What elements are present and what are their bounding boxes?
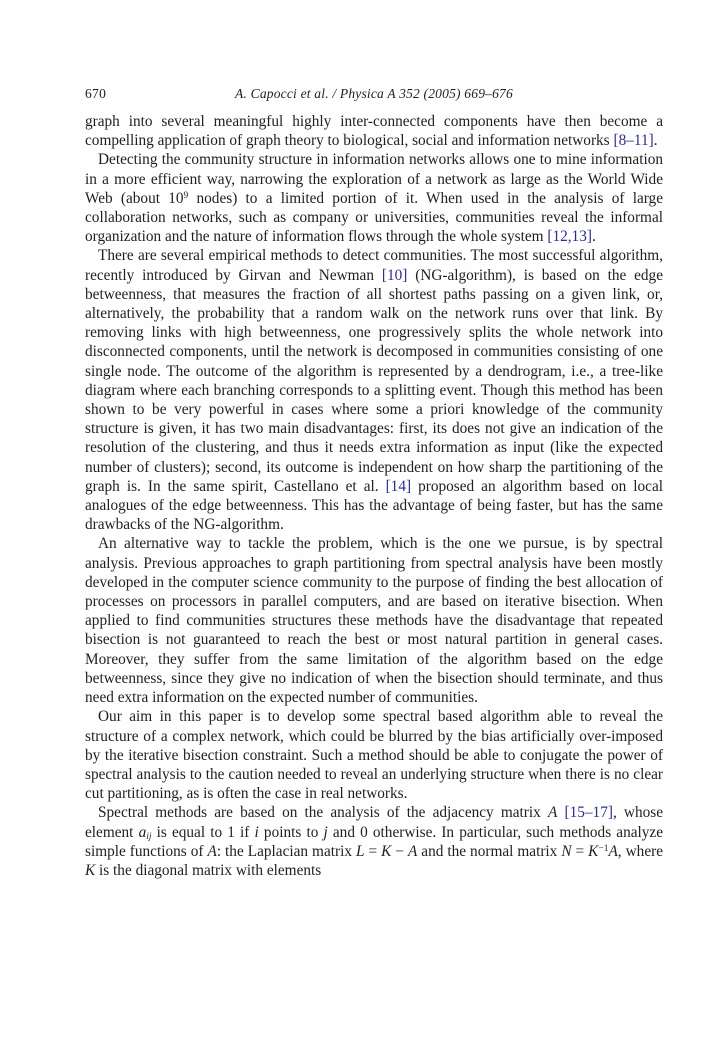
text-segment: Detecting the community structure in information networks allows one to mine information in a more efficient way, narrowing the exploration of a network as large as the World Wide Web (about 10 bbox=[85, 151, 663, 207]
text-segment: A bbox=[547, 804, 558, 822]
running-title: A. Capocci et al. / Physica A 352 (2005) 669–676 bbox=[235, 86, 513, 101]
paragraph-6 bbox=[85, 803, 663, 880]
text-segment: K bbox=[588, 842, 599, 860]
text-segment: proposed an algorithm based on local analogues of the edge betweenness. This has the advantage of being faster, but has the same drawbacks of the NG-algorithm. bbox=[85, 477, 663, 534]
page-header bbox=[85, 86, 663, 102]
text-segment: a bbox=[138, 823, 147, 841]
text-segment: K bbox=[85, 861, 96, 879]
text-segment: i bbox=[254, 823, 259, 841]
text-segment: is equal to 1 if bbox=[151, 823, 255, 841]
text-segment: N bbox=[561, 842, 572, 860]
text-segment: . bbox=[653, 132, 658, 150]
text-segment: graph into several meaningful highly inter-connected components have then become a compelling application of graph theory to biological, social and information networks bbox=[85, 113, 663, 150]
text-segment: and 0 otherwise. In particular, such methods analyze simple functions of bbox=[85, 823, 664, 860]
paragraph-1 bbox=[85, 112, 663, 150]
text-segment: is the diagonal matrix with elements bbox=[95, 861, 322, 879]
citation-link[interactable]: [15–17] bbox=[564, 804, 613, 822]
text-segment: ij bbox=[146, 832, 152, 843]
paragraph-2 bbox=[85, 150, 663, 246]
paragraph-5 bbox=[85, 707, 663, 803]
citation-link[interactable]: [8–11] bbox=[613, 132, 654, 150]
text-segment: There are several empirical methods to detect communities. The most successful algorithm, recently introduced by Girvan and Newman bbox=[85, 247, 663, 284]
text-segment: A bbox=[407, 842, 418, 860]
citation-link[interactable]: [10] bbox=[381, 266, 408, 284]
text-segment: = bbox=[364, 842, 382, 860]
text-segment: . bbox=[591, 228, 596, 246]
text-segment: , whose element bbox=[85, 804, 664, 841]
text-segment: A bbox=[608, 842, 618, 860]
text-segment: , where bbox=[617, 842, 663, 860]
text-segment: nodes) to a limited portion of it. When used in the analysis of large collaboration networks, such as company or universities, communities reveal the informal organization and the nature of information flows through the whole system bbox=[85, 189, 663, 246]
page-number: 670 bbox=[85, 86, 107, 101]
text-segment: points to bbox=[258, 823, 324, 841]
text-segment: An alternative way to tackle the problem, which is the one we pursue, is by spectral analysis. Previous approaches to graph partitioning from spectral analysis have been mostly developed in the computer science community to the purpose of finding the best allocation of processes on processors in parallel computers, and are based on iterative bisection. When applied to find communities structures these methods have the disadvantage that repeated bisection is not guaranteed to reach the best or most natural partition in general cases. Moreover, they suffer from the same limitation of the algorithm based on the edge betweenness, since they give no indication of when the bisection should terminate, and thus need extra information on the expected number of communities. bbox=[85, 535, 663, 707]
text-segment: − bbox=[391, 842, 408, 860]
text-segment: A bbox=[207, 842, 217, 860]
text-segment: (NG-algorithm), is based on the edge betweenness, that measures the fraction of all shortest paths passing on a given link, or, alternatively, the probability that a random walk on the network runs over that link. By removing links with high betweenness, one progressively splits the whole network into disconnected components, until the network is decomposed in communities consisting of one single node. The outcome of the algorithm is represented by a dendrogram, i.e., a tree-like diagram where each branching corresponds to a splitting event. Though this method has been shown to be very powerful in cases where some a priori knowledge of the community structure is given, it has two main disadvantages: first, its does not give an indication of the resolution of the clustering, and thus it needs extra information as input (like the expected number of clusters); second, its outcome is independent on how sharp the partitioning of the graph is. In the same spirit, Castellano et al. bbox=[85, 266, 663, 495]
text-segment: 9 bbox=[183, 190, 189, 201]
paragraph-3 bbox=[85, 246, 663, 534]
text-segment: = bbox=[571, 842, 589, 860]
text-segment bbox=[557, 804, 564, 821]
text-segment: −1 bbox=[598, 843, 609, 854]
citation-link[interactable]: [14] bbox=[385, 477, 412, 495]
text-segment: and the normal matrix bbox=[417, 842, 562, 860]
text-segment: L bbox=[355, 842, 365, 860]
text-segment: Spectral methods are based on the analysis of the adjacency matrix bbox=[98, 804, 548, 822]
citation-link[interactable]: [12,13] bbox=[547, 228, 592, 246]
text-segment: K bbox=[381, 842, 392, 860]
paragraph-4 bbox=[85, 534, 663, 707]
article-body bbox=[85, 112, 663, 880]
text-segment: j bbox=[323, 823, 328, 841]
text-segment: : the Laplacian matrix bbox=[216, 842, 356, 860]
text-segment: Our aim in this paper is to develop some spectral based algorithm able to reveal the structure of a complex network, which could be blurred by the bias artificially over-imposed by the iterative bisection constraint. Such a method should be able to conjugate the power of spectral analysis to the caution needed to reveal an underlying structure when there is no clear cut partitioning, as is often the case in real networks. bbox=[85, 708, 663, 803]
